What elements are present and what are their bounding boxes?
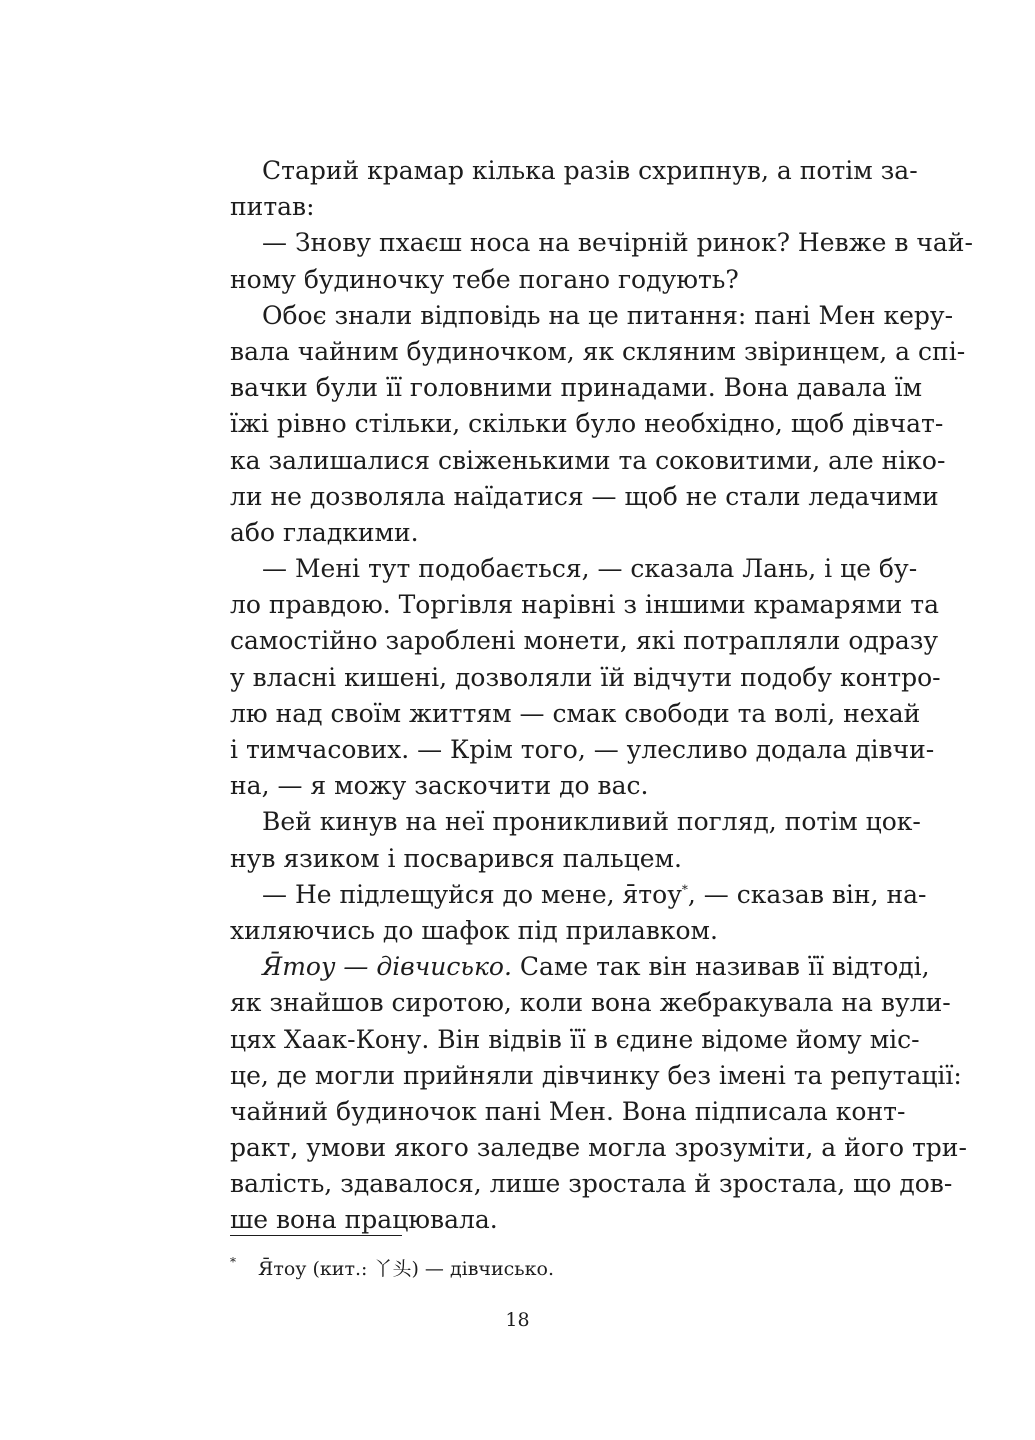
text-line: Старий крамар кілька разів схрипнув, а потім за- <box>262 156 918 185</box>
text-line: їжі рівно стільки, скільки було необхідно, щоб дівчат- <box>230 409 944 439</box>
text-line: у власні кишені, дозволяли їй відчути подобу контро- <box>230 662 941 692</box>
footnote-divider <box>230 1235 402 1236</box>
text-line: ло правдою. Торгівля нарівні з іншими крамарями та <box>230 590 940 620</box>
text-line: чайний будиночок пані Мен. Вона підписала конт- <box>230 1096 906 1126</box>
text-line: Обоє знали відповідь на це питання: пані Мен керу- <box>262 300 954 330</box>
italic-term: Я̄тоу — дівчисько. <box>262 952 512 982</box>
text-line: самостійно зароблені монети, які потрапляли одразу <box>230 626 939 656</box>
text-line-italic-lead <box>230 949 930 985</box>
text-line: вала чайним будиночком, як скляним звіринцем, а спі- <box>230 336 966 366</box>
text-line: — Знову пхаєш носа на вечірній ринок? Невже в чай- <box>262 228 973 258</box>
text-line: як знайшов сиротою, коли вона жебракувала на вули- <box>230 988 951 1018</box>
text-line: питав: <box>230 192 315 222</box>
text-line: ракт, умови якого заледве могла зрозуміти, а його три- <box>230 1133 967 1163</box>
page-number: 18 <box>505 1309 530 1331</box>
footnote-reference: * <box>681 882 688 897</box>
text-line: ли не дозволяла наїдатися — щоб не стали ледачими <box>230 481 939 511</box>
footnote-text: Я̄тоу (кит.: 丫头) — дівчисько. <box>258 1258 554 1280</box>
text-line: ше вона працювала. <box>230 1205 498 1235</box>
footnote <box>230 1256 862 1282</box>
text-line: лю над своїм життям — смак свободи та волі, нехай <box>230 698 921 728</box>
text-line: валість, здавалося, лише зростала й зростала, що дов- <box>230 1169 953 1199</box>
text-line: ка залишалися свіженькими та соковитими, але ніко- <box>230 445 946 475</box>
text-line: і тимчасових. — Крім того, — улесливо додала дівчи- <box>230 735 935 764</box>
text-line: нув язиком і посварився пальцем. <box>230 843 682 873</box>
text-line: Вей кинув на неї проникливий погляд, потім цок- <box>262 807 921 837</box>
text-fragment: Саме так він називав її відтоді, <box>511 952 930 982</box>
text-line: цях Хаак-Кону. Він відвів її в єдине відоме йому міс- <box>230 1024 920 1054</box>
text-line: вачки були її головними принадами. Вона давала їм <box>230 373 923 403</box>
text-line: або гладкими. <box>230 517 419 547</box>
text-line: хиляючись до шафок під прилавком. <box>230 915 718 945</box>
main-text <box>230 153 973 1239</box>
text-line: це, де могли прийняли дівчинку без імені та репутації: <box>230 1060 962 1090</box>
text-fragment: — Не підлещуйся до мене, я̄тоу <box>262 879 682 909</box>
footnote-mark: * <box>230 1255 236 1269</box>
text-line-with-footnote-mark <box>230 877 927 913</box>
text-line: ному будиночку тебе погано годують? <box>230 264 739 294</box>
text-fragment: , — сказав він, на- <box>687 879 927 909</box>
text-line: — Мені тут подобається, — сказала Лань, і це бу- <box>262 554 918 584</box>
text-line: на, — я можу заскочити до вас. <box>230 771 649 801</box>
